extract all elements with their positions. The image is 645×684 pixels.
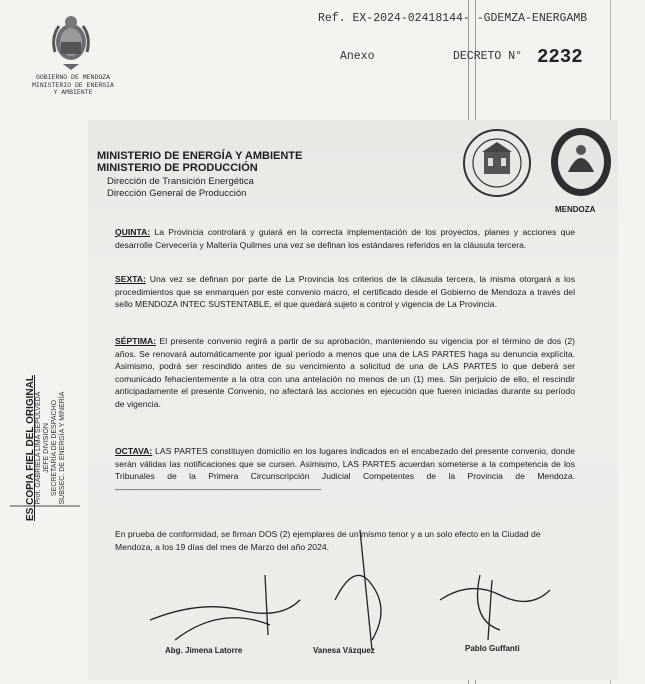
decree-label: DECRETO N°: [453, 50, 523, 63]
mendoza-label: MENDOZA: [555, 205, 596, 214]
stamp-line: SUBSEC. DE ENERGÍA Y MINERÍA: [59, 391, 66, 505]
decree-number: 2232: [537, 46, 583, 68]
signature-name: Abg. Jimena Latorre: [165, 646, 243, 655]
signature-name: Pablo Guffanti: [465, 644, 520, 653]
stamp-line: ES COPIA FIEL DEL ORIGINAL: [25, 375, 36, 521]
clause-text: La Provincia controlará y guiará en la correcta implementación de los proyectos, planes y acciones que desarrolle Cervecería y Maltería Quilmes una vez se definan los estándares referidos en la cláusula tercera.: [115, 227, 575, 250]
annex-label: Anexo: [340, 50, 375, 63]
mendoza-logo-icon: [548, 124, 614, 204]
direction-line: Dirección General de Producción: [107, 188, 247, 199]
quilmes-seal-icon: [462, 128, 532, 198]
province-crest-icon: [47, 12, 95, 74]
gov-line: MINISTERIO DE ENERGIA: [32, 81, 114, 89]
clause-text: El presente convenio regirá a partir de su aprobación, manteniendo su vigencia por el término de dos (2) años. Se renovará automáticamente por igual período a menos que una de LAS PARTES haga su denuncia explícita. Asimismo, podrá ser rescindido antes de su vencimiento a solicitud de una de LAS PARTES lo que deberá ser comunicado fehacientemente a la otra con una antelación no menos de un (1) mes. Sin perjuicio de ello, el rescindir anticipadamente el presente Convenio, no afectará las acciones en ejecución que fueren iniciadas durante su período de vigencia.: [115, 336, 575, 409]
clause-title: OCTAVA:: [115, 446, 153, 456]
clause-title: SÉPTIMA:: [115, 336, 157, 346]
stamp-line: JEFE DIVISIÓN: [43, 423, 50, 473]
direction-line: Dirección de Transición Energética: [107, 176, 254, 187]
clause-title: QUINTA:: [115, 227, 151, 237]
ministry-title: MINISTERIO DE ENERGÍA Y AMBIENTE: [97, 150, 303, 162]
clause-title: SEXTA:: [115, 274, 146, 284]
certified-copy-stamp: [14, 370, 74, 540]
closing-statement: En prueba de conformidad, se firman DOS (2) ejemplares de un mismo tenor y a un solo efecto en la Ciudad de Mendoza, a los 19 días del mes de Marzo del año 2024.: [115, 529, 541, 552]
clause-septima: [115, 335, 575, 411]
stamp-line: SECRETARÍA DE DESPACHO: [51, 399, 58, 497]
clause-sexta: [115, 273, 575, 311]
clause-text: Una vez se definan por parte de La Provincia los criterios de la cláusula tercera, la misma otorgará a los procedimientos que se enmarquen por este convenio macro, el certificado desde el Gobierno de Mendoza a través del sello MENDOZA INTEC SUSTENTABLE, el que quedará sujeto a control y vigencia de La Provincia.: [115, 274, 575, 310]
clause-octava: [115, 445, 575, 495]
gov-line: GOBIERNO DE MENDOZA: [35, 74, 111, 81]
clause-quinta: [115, 226, 575, 251]
gov-line: Y AMBIENTE: [53, 89, 93, 96]
clause-text: LAS PARTES constituyen domicilio en los lugares indicados en el encabezado del presente convenio, donde serán válidas las notificaciones que se cursen. Asimismo, LAS PARTES acuerdan someterse a la competencia de los Tribunales de la Primera Circunscripción Judicial Competentes de la Provincia de Mendoza.————————————————————————: [115, 446, 575, 494]
ministry-title: MINISTERIO DE PRODUCCIÓN: [97, 161, 258, 174]
signature-name: Vanesa Vázquez: [313, 646, 375, 655]
letterhead-gov: [8, 74, 138, 97]
reference-number: Ref. EX-2024-02418144- -GDEMZA-ENERGAMB: [318, 12, 588, 25]
stamp-line: Prof. GABRIELA LIMA SEPÚLVEDA: [35, 391, 42, 505]
ministry-header: [97, 151, 302, 174]
